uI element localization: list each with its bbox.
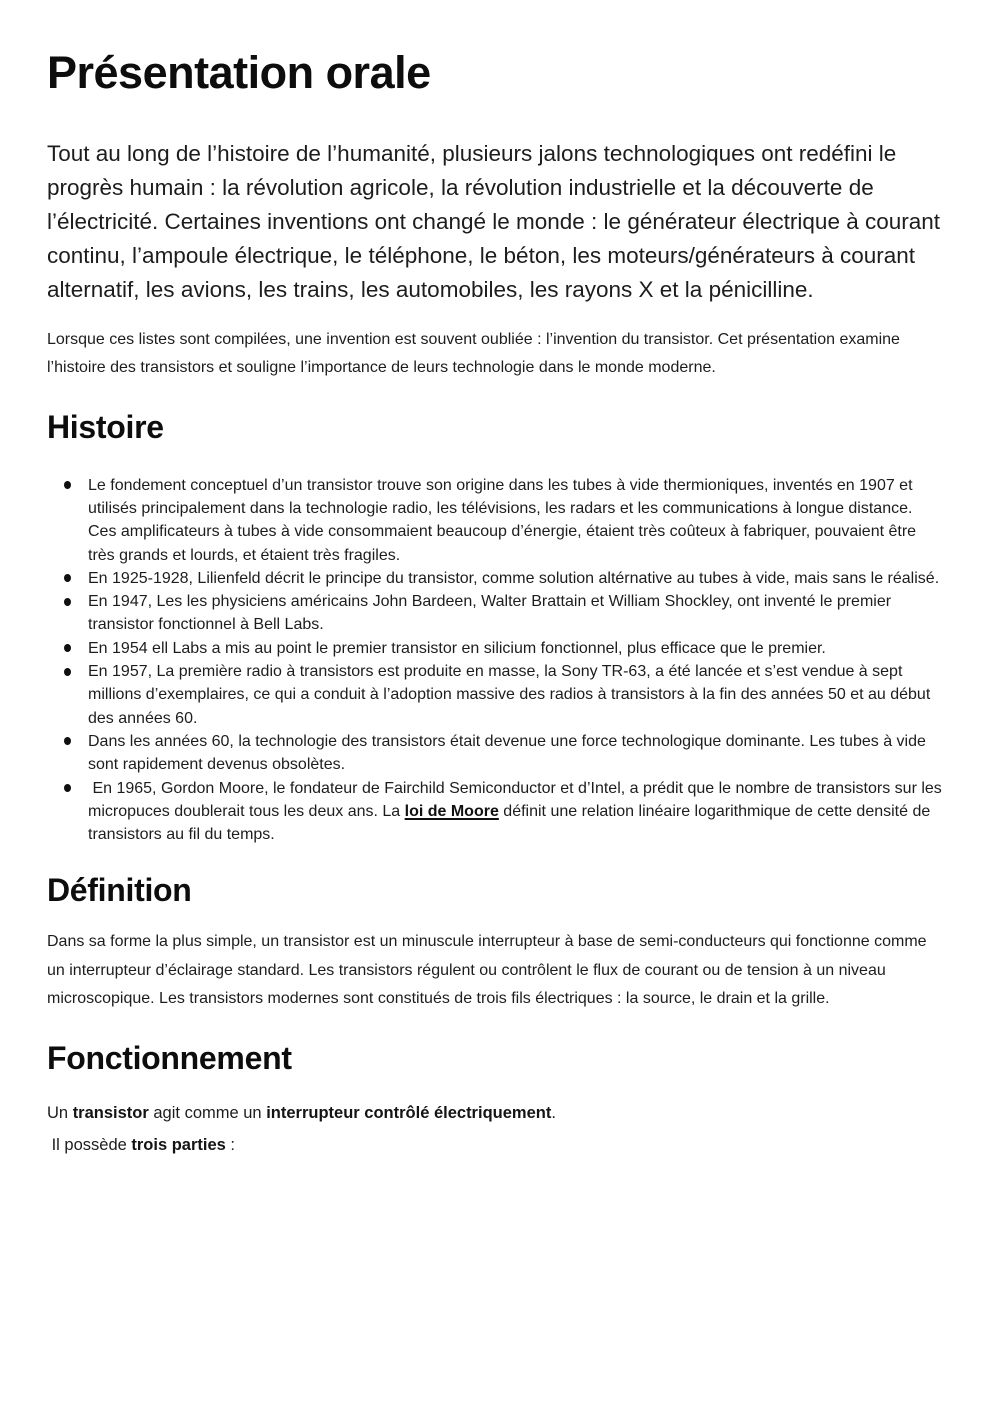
operation-line-2 [47,1133,945,1157]
op1-end: . [551,1103,556,1122]
op2-bold-trois-parties: trois parties [131,1135,226,1154]
list-item: En 1957, La première radio à transistors est produite en masse, la Sony TR-63, a été lancée et s’est vendue à sept millions d’exemplaires, ce qui a conduit à l’adoption massive des radios à transistors à la fin des années 50 et au début des années 60. [47,660,945,730]
moore-text-after: définit une relation linéaire logarithmique de cette densité de transistors au fil du temps. [88,802,931,844]
definition-paragraph: Dans sa forme la plus simple, un transistor est un minuscule interrupteur à base de semi-conducteurs qui fonctionne comme un interrupteur d’éclairage standard. Les transistors régulent ou contrôlent le flux de courant ou de tension à un niveau microscopique. Les transistors modernes sont constitués de trois fils électriques : la source, le drain et la grille. [47,933,927,1008]
operation-line-1 [47,1101,945,1125]
list-item: Dans les années 60, la technologie des transistors était devenue une force technologique dominante. Les tubes à vide sont rapidement devenus obsolètes. [47,730,945,777]
section-heading-histoire: Histoire [47,408,164,445]
intro-lead-paragraph: Tout au long de l’histoire de l’humanité, plusieurs jalons technologiques ont redéfini le progrès humain : la révolution agricole, la révolution industrielle et la découverte de l’électricité. Certaines inventions ont changé le monde : le générateur électrique à courant continu, l’ampoule électrique, le téléphone, le béton, les moteurs/générateurs à courant alternatif, les avions, les trains, les automobiles, les rayons X et la pénicilline. [47,140,941,302]
moore-text-before: En 1965, Gordon Moore, le fondateur de Fairchild Semiconductor et d’Intel, a prédit que le nombre de transistors sur les micropuces doublerait tous les deux ans. La [88,779,942,820]
list-item: En 1954 ell Labs a mis au point le premier transistor en silicium fonctionnel, plus efficace que le premier. [47,637,945,660]
history-bullet-list [47,474,945,847]
list-item: Le fondement conceptuel d’un transistor trouve son origine dans les tubes à vide thermioniques, inventés en 1907 et utilisés principalement dans la technologie radio, les télévisions, les radars et les communications à longue distance. Ces amplificateurs à tubes à vide consommaient beaucoup d’énergie, étaient très coûteux à fabriquer, pouvaient être très grands et lourds, et étaient très fragiles. [47,474,945,567]
section-heading-fonctionnement: Fonctionnement [47,1039,292,1076]
op1-bold-transistor: transistor [72,1103,149,1122]
list-item: En 1925-1928, Lilienfeld décrit le principe du transistor, comme solution altérnative au tubes à vide, mais sans le réalisé. [47,567,945,590]
op1-mid: agit comme un [148,1103,267,1122]
op1-pre: Un [47,1103,73,1122]
section-heading-definition: Définition [47,872,192,909]
op1-bold-interrupteur: interrupteur contrôlé électriquement [266,1103,552,1122]
list-item: En 1947, Les les physiciens américains John Bardeen, Walter Brattain et William Shockley, ont inventé le premier transistor fonctionnel à Bell Labs. [47,590,945,637]
list-item-moore [47,777,945,847]
op2-pre: Il possède [47,1135,132,1154]
page-title: Présentation orale [47,47,431,98]
op2-end: : [225,1135,236,1154]
intro-body-paragraph: Lorsque ces listes sont compilées, une invention est souvent oubliée : l’invention du transistor. Cet présentation examine l’histoire des transistors et souligne l’importance de leurs technologie dans le monde moderne. [47,330,900,377]
moore-law-link[interactable]: loi de Moore [404,802,499,820]
